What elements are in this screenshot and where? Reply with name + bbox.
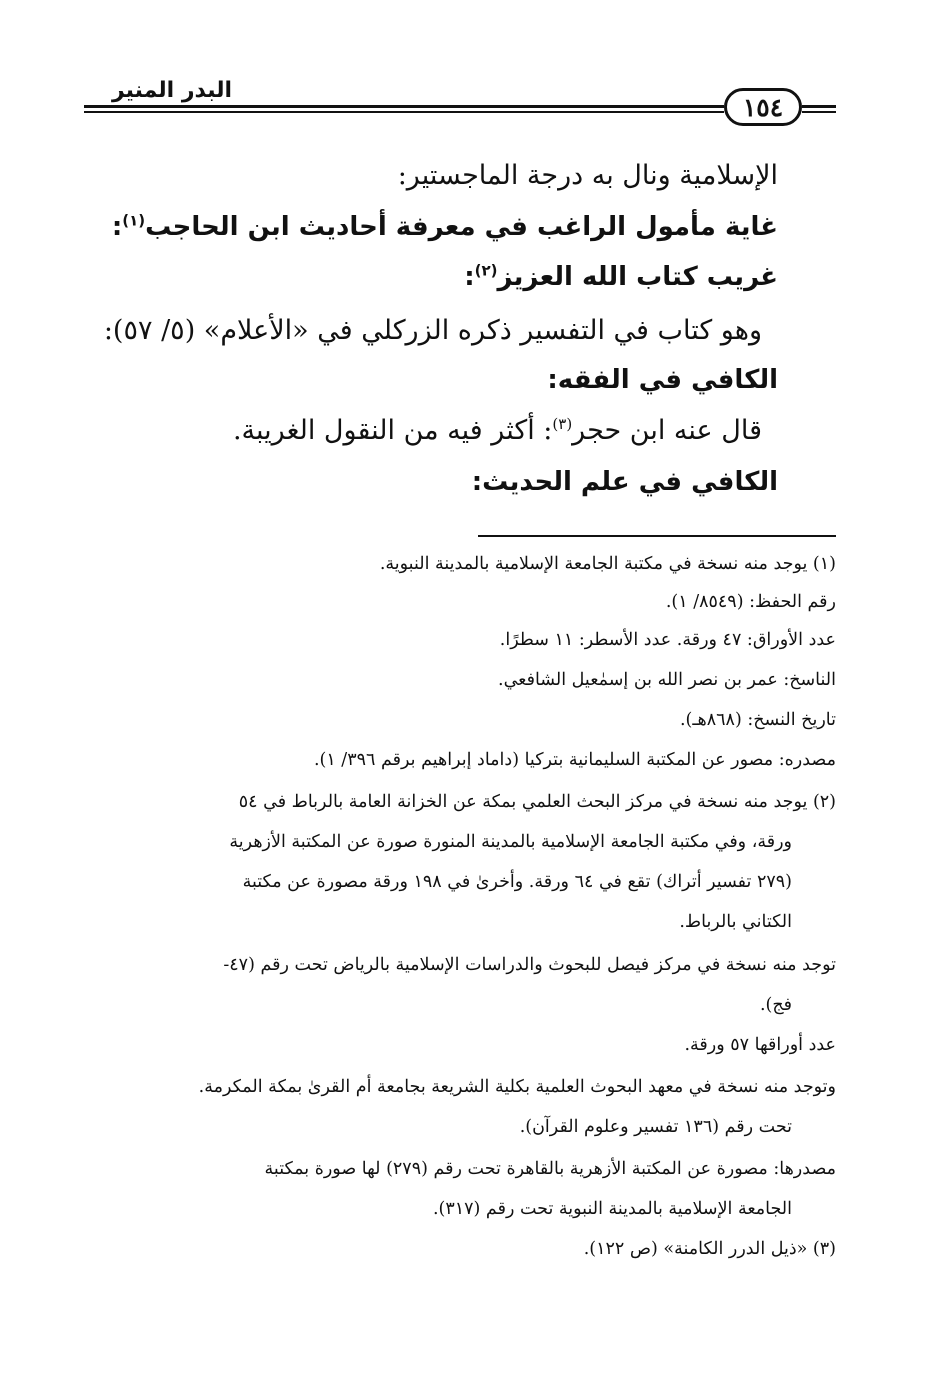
section-heading: الكافي في الفقه:: [547, 365, 778, 395]
header-rule: [84, 111, 724, 113]
body-line: الإسلامية ونال به درجة الماجستير:: [397, 160, 778, 191]
footnote-line: مصدره: مصور عن المكتبة السليمانية بتركيا (داماد إبراهيم برقم ٣٩٦/ ١).: [313, 750, 836, 770]
heading-text: غريب كتاب الله العزيز: [497, 262, 778, 292]
body-text: : أكثر فيه من النقول الغريبة.: [232, 415, 553, 446]
footnote-marker: (٢): [474, 261, 498, 280]
running-title: البدر المنير: [112, 78, 233, 103]
body-line: [233, 415, 762, 446]
footnote-line: رقم الحفظ: (٨٥٤٩/ ١).: [665, 592, 836, 612]
footnote-line: تاريخ النسخ: (٨٦٨هـ).: [679, 710, 836, 730]
body-line: وهو كتاب في التفسير ذكره الزركلي في «الأعلام» (٥/ ٥٧):: [103, 315, 762, 346]
footnote-separator: [478, 535, 836, 537]
section-heading: غريب كتاب الله العزيز$^{(٢)}$:: [464, 261, 778, 292]
footnote-line: الناسخ: عمر بن نصر الله بن إسمٰعيل الشافعي.: [498, 670, 836, 690]
footnote-line: عدد أوراقها ٥٧ ورقة.: [684, 1035, 836, 1055]
header-rule: [802, 111, 836, 113]
header-rule: [802, 105, 836, 108]
footnote-marker: (٣): [552, 415, 573, 433]
footnote-line: مصدرها: مصورة عن المكتبة الأزهرية بالقاهرة تحت رقم (٢٧٩) لها صورة بمكتبة: [264, 1159, 836, 1179]
footnote-line: الجامعة الإسلامية بالمدينة النبوية تحت رقم (٣١٧).: [432, 1199, 792, 1219]
section-heading: غاية مأمول الراغب في معرفة أحاديث ابن الحاجب$^{(١)}$:: [111, 211, 778, 242]
section-heading: الكافي في علم الحديث:: [471, 467, 778, 497]
footnote-line: ورقة، وفي مكتبة الجامعة الإسلامية بالمدينة المنورة صورة عن المكتبة الأزهرية: [229, 832, 792, 852]
footnote-line: توجد منه نسخة في مركز فيصل للبحوث والدراسات الإسلامية بالرياض تحت رقم (٤٧-: [223, 955, 836, 975]
footnote-line: وتوجد منه نسخة في معهد البحوث العلمية بكلية الشريعة بجامعة أم القرىٰ بمكة المكرمة.: [198, 1077, 836, 1097]
footnote-line: فج).: [759, 995, 792, 1015]
footnote-line: تحت رقم (١٣٦ تفسير وعلوم القرآن).: [519, 1117, 792, 1137]
footnote-marker: (١): [122, 211, 146, 230]
footnote-line: (١) يوجد منه نسخة في مكتبة الجامعة الإسلامية بالمدينة النبوية.: [379, 554, 836, 574]
footnote-line: عدد الأوراق: ٤٧ ورقة. عدد الأسطر: ١١ سطرًا.: [499, 630, 836, 650]
page-header: [84, 78, 836, 126]
header-rule: [84, 105, 724, 108]
footnote-line: (٢) يوجد منه نسخة في مركز البحث العلمي بمكة عن الخزانة العامة بالرباط في ٥٤: [238, 792, 836, 812]
body-text: قال عنه ابن حجر: [572, 415, 762, 446]
heading-text: غاية مأمول الراغب في معرفة أحاديث ابن الحاجب: [145, 212, 778, 242]
footnote-line: الكتاني بالرباط.: [679, 912, 792, 932]
page-number: ١٥٤: [724, 88, 802, 126]
footnote-line: (٣) «ذيل الدرر الكامنة» (ص ١٢٢).: [583, 1239, 836, 1259]
footnote-line: (٢٧٩ تفسير أتراك) تقع في ٦٤ ورقة. وأخرىٰ في ١٩٨ ورقة مصورة عن مكتبة: [242, 872, 792, 892]
